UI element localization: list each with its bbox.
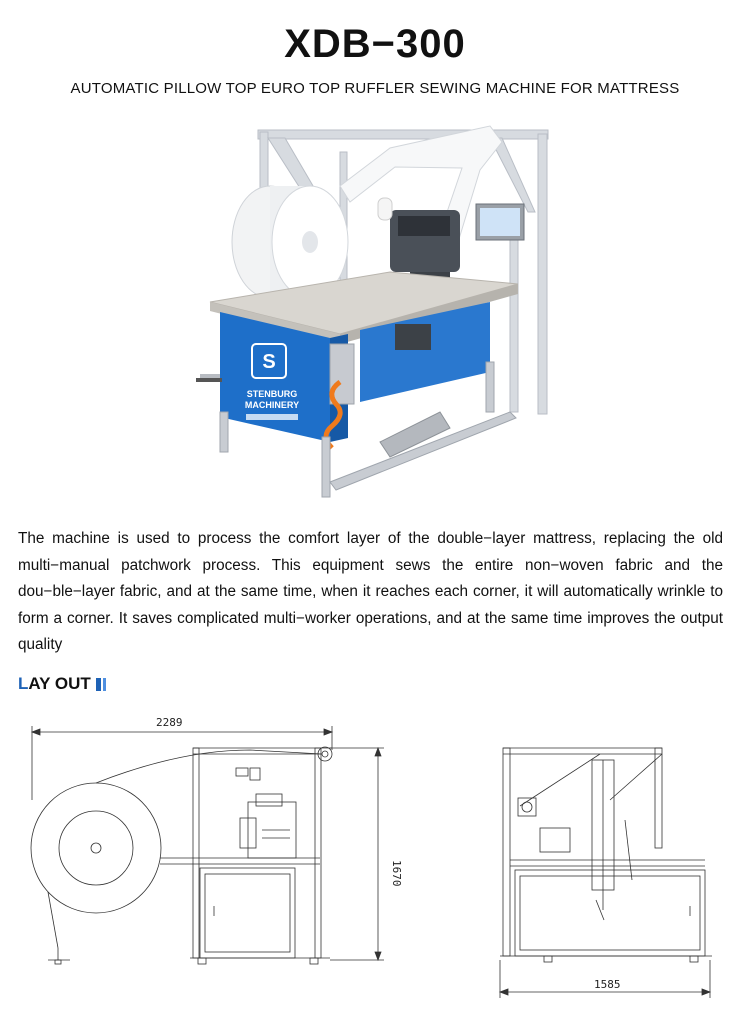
section-title-rest: AY OUT: [28, 674, 91, 693]
brand-logo: S: [262, 351, 276, 373]
product-subtitle: AUTOMATIC PILLOW TOP EURO TOP RUFFLER SEWING MACHINE FOR MATTRESS: [70, 80, 680, 97]
touch-screen: [476, 204, 524, 240]
front-roll-outline: [31, 783, 161, 913]
section-title-mark-icon: [96, 678, 106, 691]
dimension-side-width: 1585: [594, 978, 621, 991]
dimension-front-height: 1670: [390, 860, 403, 887]
machine-photo: [190, 112, 560, 502]
section-title-initial: L: [18, 674, 29, 693]
machine-description: The machine is used to process the comfort layer of the double−layer mattress, replacing the old multi−manual patchwork process. This equipment sews the entire non−woven fabric and the dou−ble−layer fabric, and at the same time, when it reaches each corner, it will automatically wrinkle to form a corner. It saves complicated multi−worker operations, and at the same time improves the output quality: [18, 530, 723, 653]
product-title: XDB−300: [284, 22, 466, 66]
brand-name-1: STENBURG: [246, 389, 298, 399]
layout-section-title: [18, 674, 106, 694]
fabric-roll: [232, 186, 348, 298]
brand-name-2: MACHINERY: [244, 400, 300, 410]
dimension-front-width: 2289: [156, 716, 183, 729]
layout-drawing: [0, 710, 750, 1010]
